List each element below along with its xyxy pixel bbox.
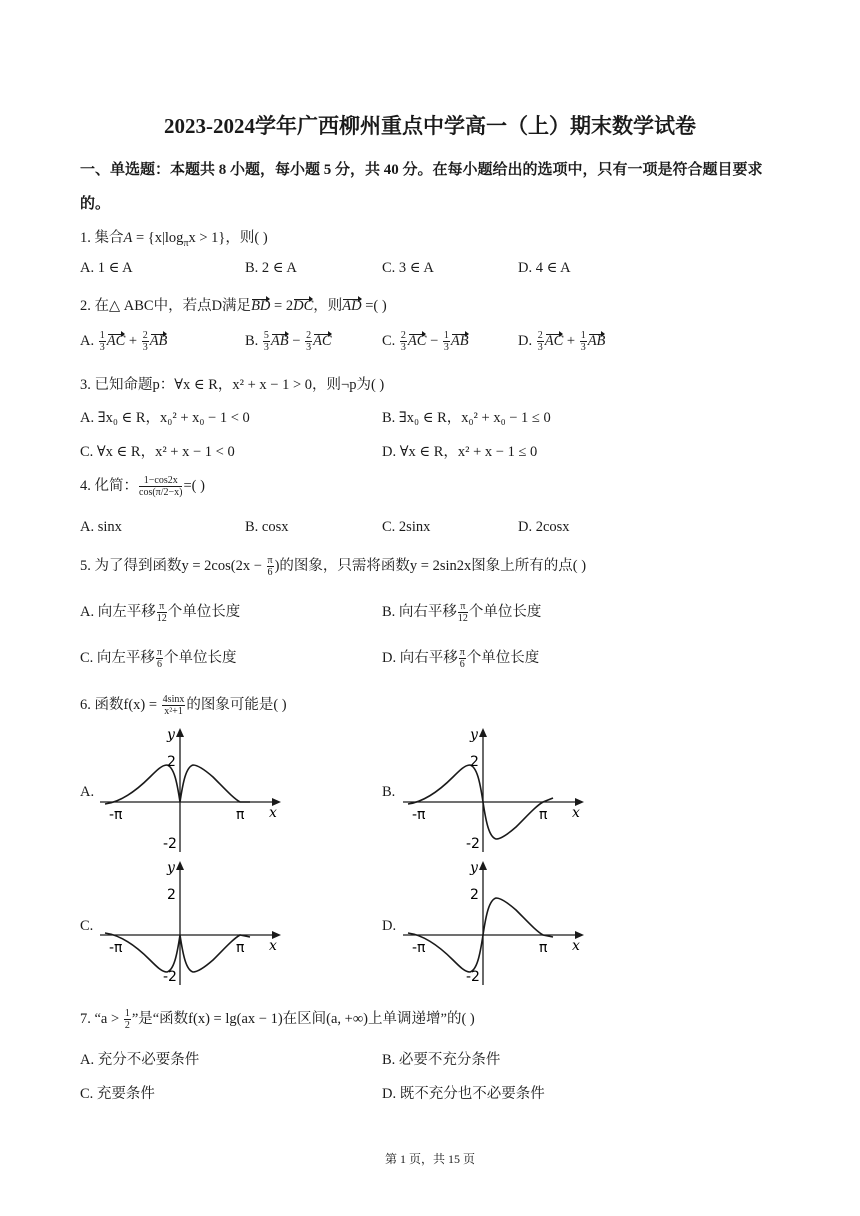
- q4-fraction: [139, 475, 182, 498]
- coef-frac: [443, 330, 450, 353]
- tick-neg-pi: -π: [109, 940, 123, 956]
- question-5-stem: [80, 554, 586, 578]
- vector: AC: [313, 332, 332, 349]
- q1-set-tail: x > 1}，则( ): [188, 230, 268, 246]
- q6-option-c-label[interactable]: C.: [80, 918, 94, 934]
- q2-option-c[interactable]: [382, 330, 469, 353]
- q4-option-b[interactable]: B. cosx: [245, 519, 289, 535]
- vector: AC: [544, 332, 564, 349]
- vector: AB: [450, 332, 469, 349]
- tick-neg-pi: -π: [412, 807, 426, 823]
- q6-option-d-label[interactable]: D.: [382, 918, 397, 934]
- page-title: 2023-2024学年广西柳州重点中学高一（上）期末数学试卷: [164, 114, 696, 138]
- q4-option-d[interactable]: D. 2cosx: [518, 519, 570, 535]
- x-label: x: [269, 805, 277, 821]
- tick-pi: π: [539, 940, 548, 956]
- frac-num: 1: [124, 1008, 130, 1020]
- frac-num: 4sinx: [162, 694, 185, 706]
- q5-option-a[interactable]: [80, 600, 240, 624]
- q5-option-c[interactable]: [80, 646, 236, 670]
- q4-prefix: 4. 化简：: [80, 478, 138, 494]
- q6-graph-c[interactable]: [95, 855, 295, 990]
- y-axis-arrow: [176, 728, 184, 737]
- q1-log-base: π: [183, 237, 189, 249]
- option-label: D.: [518, 332, 536, 349]
- option-fraction: [458, 601, 468, 624]
- frac-num: 1: [99, 330, 105, 341]
- option-fraction: [459, 647, 466, 670]
- vector: AB: [270, 332, 289, 349]
- frac-num: 2: [537, 330, 543, 341]
- q1-set-expr: = {x|log: [132, 230, 184, 246]
- q5-tail: )的图象，只需将函数y = 2sin2x图象上所有的点( ): [274, 558, 587, 574]
- q2-option-d[interactable]: [518, 330, 605, 353]
- frac-den: x²+1: [164, 706, 183, 718]
- tick-2: 2: [470, 754, 479, 770]
- option-text: C. 向左平移: [80, 650, 155, 666]
- y-label: y: [470, 727, 478, 743]
- coef-frac: [142, 330, 149, 353]
- frac-den: 3: [306, 342, 312, 353]
- option-text: 个单位长度: [468, 604, 542, 620]
- q1-option-a[interactable]: A. 1 ∈ A: [80, 260, 133, 276]
- frac-num: π: [458, 601, 468, 613]
- vector-bd: BD: [251, 298, 271, 314]
- q6-prefix: 6. 函数f(x) =: [80, 697, 161, 713]
- frac-den: 3: [263, 342, 269, 353]
- frac-num: π: [459, 647, 465, 659]
- q4-tail: =( ): [183, 478, 205, 494]
- q1-option-b[interactable]: B. 2 ∈ A: [245, 260, 297, 276]
- q5-fraction: [267, 555, 274, 578]
- y-axis-arrow: [176, 861, 184, 870]
- option-text: 个单位长度: [466, 650, 540, 666]
- tick-neg2: -2: [466, 969, 480, 985]
- q1-prefix: 1. 集合: [80, 230, 124, 246]
- q7-option-b[interactable]: B. 必要不充分条件: [382, 1052, 501, 1068]
- frac-den: 6: [459, 659, 465, 671]
- vector-ad: AD: [342, 298, 362, 314]
- frac-den: 3: [400, 342, 406, 353]
- option-fraction: [157, 601, 167, 624]
- frac-den: cos(π/2−x): [139, 487, 183, 499]
- option-label: B.: [245, 332, 262, 349]
- coef-frac: [537, 330, 544, 353]
- tick-2: 2: [167, 887, 176, 903]
- q3-option-c[interactable]: C. ∀x ∈ R，x² + x − 1 < 0: [80, 444, 235, 460]
- q7-option-c[interactable]: C. 充要条件: [80, 1086, 155, 1102]
- vector: AC: [407, 332, 427, 349]
- question-3-stem: 3. 已知命题p：∀x ∈ R，x² + x − 1 > 0，则¬p为( ): [80, 377, 385, 393]
- option-fraction: [156, 647, 163, 670]
- section-heading: 一、单选题：本题共 8 小题，每小题 5 分，共 40 分。在每小题给出的选项中，只有一项是符合题目要求: [80, 162, 763, 178]
- option-text: 个单位长度: [163, 650, 237, 666]
- q7-option-a[interactable]: A. 充分不必要条件: [80, 1052, 200, 1068]
- q1-set-name: A: [123, 230, 133, 246]
- vector: AB: [587, 332, 606, 349]
- frac-den: 3: [99, 342, 105, 353]
- vector-dc: DC: [293, 298, 314, 314]
- curve: [105, 765, 250, 804]
- option-label: C.: [382, 332, 399, 349]
- frac-den: 3: [142, 342, 148, 353]
- q2-eq: = 2: [270, 298, 294, 314]
- q5-option-b[interactable]: [382, 600, 541, 624]
- tick-neg2: -2: [163, 836, 177, 852]
- page-footer: 第 1 页，共 15 页: [384, 1152, 475, 1166]
- q3-option-a[interactable]: A. ∃x₀ ∈ R，x₀² + x₀ − 1 < 0: [80, 410, 250, 426]
- x-label: x: [269, 938, 277, 954]
- q6-graph-b[interactable]: [398, 722, 598, 857]
- q3-option-d[interactable]: D. ∀x ∈ R，x² + x − 1 ≤ 0: [382, 444, 538, 460]
- curve: [105, 933, 250, 972]
- tick-neg-pi: -π: [412, 940, 426, 956]
- q6-graph-d[interactable]: [398, 855, 598, 990]
- q6-graph-a[interactable]: [95, 722, 295, 857]
- q5-option-d[interactable]: [382, 646, 539, 670]
- question-4-stem: [80, 474, 205, 498]
- q6-option-b-label[interactable]: B.: [382, 784, 396, 800]
- y-label: y: [167, 860, 175, 876]
- x-label: x: [572, 938, 580, 954]
- frac-num: 1−cos2x: [139, 475, 182, 487]
- frac-den: 12: [156, 613, 167, 625]
- frac-den: 2: [124, 1020, 130, 1032]
- operator: +: [563, 332, 579, 349]
- frac-num: 1: [580, 330, 586, 341]
- vector: AC: [106, 332, 126, 349]
- q4-option-a[interactable]: A. sinx: [80, 519, 122, 535]
- tick-pi: π: [539, 807, 548, 823]
- coef-frac: [400, 330, 407, 353]
- tick-neg-pi: -π: [109, 807, 123, 823]
- frac-num: 2: [142, 330, 148, 341]
- q6-tail: 的图象可能是( ): [186, 697, 287, 713]
- tick-neg2: -2: [466, 836, 480, 852]
- frac-num: 1: [443, 330, 449, 341]
- frac-num: π: [157, 601, 167, 613]
- frac-num: 5: [263, 330, 269, 341]
- q3-option-b[interactable]: B. ∃x₀ ∈ R，x₀² + x₀ − 1 ≤ 0: [382, 410, 551, 426]
- y-label: y: [167, 727, 175, 743]
- q5-prefix: 5. 为了得到函数y = 2cos(2x −: [80, 558, 266, 574]
- q4-option-c[interactable]: C. 2sinx: [382, 519, 431, 535]
- frac-num: 2: [306, 330, 312, 341]
- frac-num: π: [156, 647, 162, 659]
- q2-option-a[interactable]: [80, 330, 167, 353]
- option-text: D. 向右平移: [382, 650, 458, 666]
- question-6-stem: [80, 693, 287, 717]
- frac-den: 6: [156, 659, 162, 671]
- q2-option-b[interactable]: [245, 330, 332, 353]
- operator: +: [125, 332, 141, 349]
- question-2-stem: [80, 294, 387, 315]
- q1-option-d[interactable]: D. 4 ∈ A: [518, 260, 571, 276]
- q7-option-d[interactable]: D. 既不充分也不必要条件: [382, 1086, 545, 1102]
- frac-den: 6: [267, 567, 273, 579]
- q2-then: ，则: [313, 298, 343, 314]
- q2-tail: =( ): [361, 298, 387, 314]
- x-label: x: [572, 805, 580, 821]
- tick-pi: π: [236, 940, 245, 956]
- option-text: 个单位长度: [167, 604, 241, 620]
- frac-den: 12: [457, 613, 468, 625]
- y-axis-arrow: [479, 728, 487, 737]
- frac-den: 3: [580, 342, 586, 353]
- frac-den: 3: [537, 342, 543, 353]
- frac-num: 2: [400, 330, 406, 341]
- q7-tail: ”是“函数f(x) = lg(ax − 1)在区间(a, +∞)上单调递增”的( ): [131, 1011, 475, 1027]
- q7-fraction: [124, 1008, 131, 1031]
- frac-num: π: [267, 555, 273, 567]
- coef-frac: [99, 330, 106, 353]
- frac-den: 3: [443, 342, 449, 353]
- operator: −: [288, 332, 305, 349]
- coef-frac: [263, 330, 270, 353]
- coef-frac: [580, 330, 587, 353]
- coef-frac: [305, 330, 312, 353]
- vector: AB: [149, 332, 168, 349]
- section-heading-cont: 的。: [80, 196, 111, 212]
- question-7-stem: [80, 1007, 475, 1031]
- question-1-stem: [80, 226, 268, 249]
- q6-option-a-label[interactable]: A.: [80, 784, 95, 800]
- option-text: A. 向左平移: [80, 604, 156, 620]
- y-axis-arrow: [479, 861, 487, 870]
- operator: −: [426, 332, 442, 349]
- y-label: y: [470, 860, 478, 876]
- option-text: B. 向右平移: [382, 604, 457, 620]
- tick-pi: π: [236, 807, 245, 823]
- q2-prefix: 2. 在△ ABC中，若点D满足: [80, 298, 252, 314]
- q6-fraction: [162, 694, 186, 717]
- option-label: A.: [80, 332, 98, 349]
- tick-2: 2: [167, 754, 176, 770]
- q7-prefix: 7. “a >: [80, 1011, 123, 1027]
- q1-option-c[interactable]: C. 3 ∈ A: [382, 260, 434, 276]
- tick-2: 2: [470, 887, 479, 903]
- tick-neg2: -2: [163, 969, 177, 985]
